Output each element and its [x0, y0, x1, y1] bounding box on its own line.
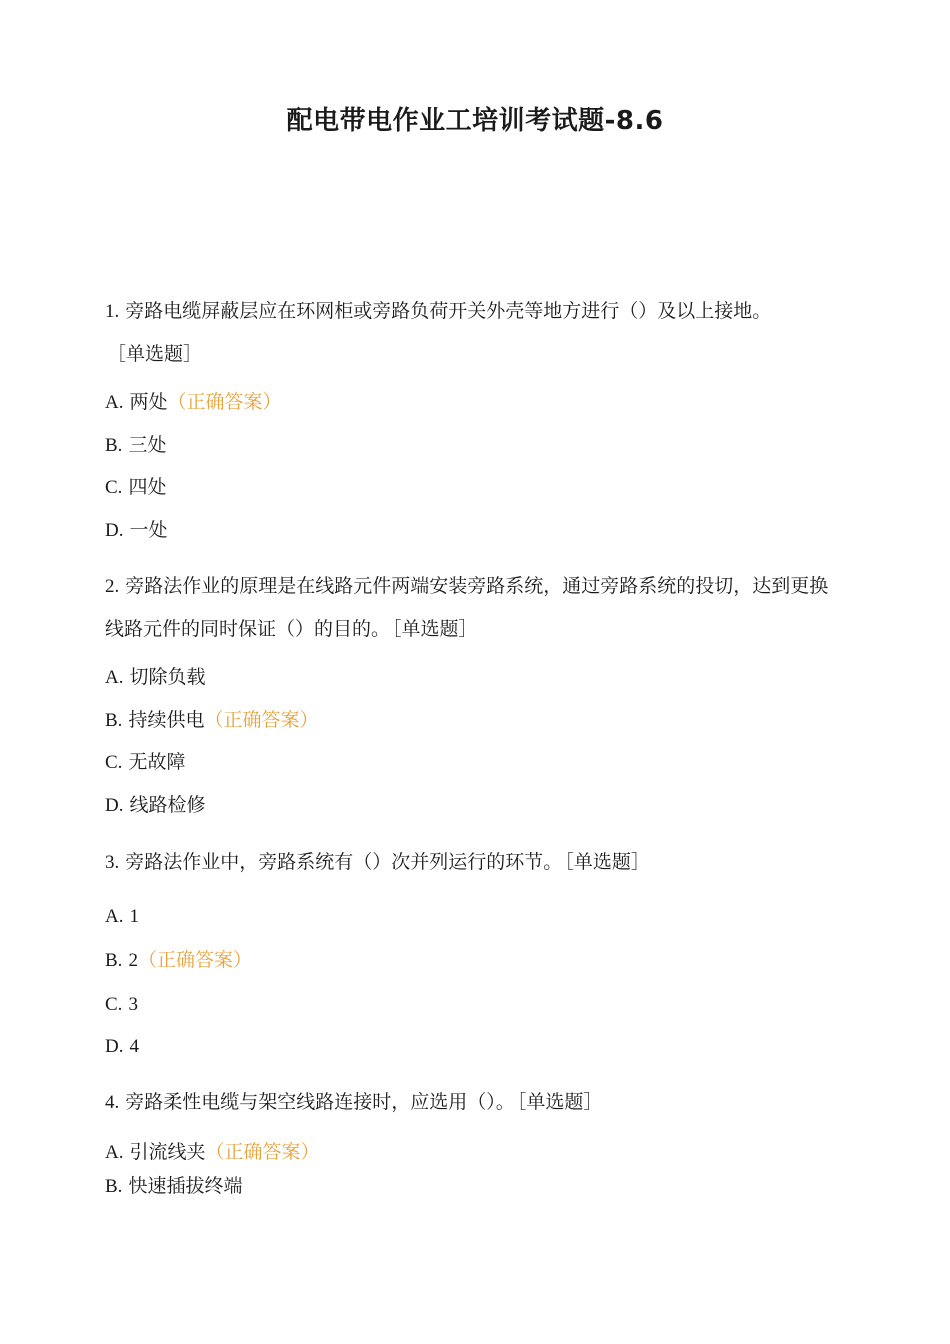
option-letter: B.: [105, 435, 123, 456]
option-text: 1: [129, 906, 140, 927]
question-4: [105, 1081, 835, 1124]
question-1-option-d[interactable]: [105, 516, 168, 545]
question-text: 旁路电缆屏蔽层应在环网柜或旁路负荷开关外壳等地方进行（）及以上接地。: [125, 300, 772, 322]
question-2-option-c[interactable]: [105, 748, 186, 777]
correct-answer-label: （正确答案）: [205, 1141, 320, 1163]
question-2-option-b[interactable]: [105, 706, 319, 735]
question-2-option-a[interactable]: [105, 663, 206, 692]
question-3-option-d[interactable]: [105, 1032, 139, 1061]
correct-answer-label: （正确答案）: [167, 391, 282, 413]
question-3-option-a[interactable]: [105, 902, 139, 931]
option-letter: A.: [105, 667, 124, 688]
question-1-option-b[interactable]: [105, 431, 167, 460]
option-text: 一处: [129, 519, 168, 541]
question-3: [105, 841, 835, 884]
option-letter: B.: [105, 710, 123, 731]
question-type-tag: ［单选题］: [516, 1091, 603, 1113]
question-2-option-d[interactable]: [105, 791, 206, 820]
question-type-tag: ［单选题］: [392, 618, 478, 640]
option-text: 无故障: [128, 751, 186, 773]
option-letter: A.: [105, 392, 124, 413]
question-number: 1.: [105, 301, 120, 322]
question-number: 3.: [105, 852, 120, 873]
question-2: [105, 565, 835, 650]
option-letter: D.: [105, 795, 124, 816]
option-text: 持续供电: [128, 709, 205, 731]
option-text: 切除负载: [129, 666, 206, 688]
option-letter: A.: [105, 906, 124, 927]
question-text: 旁路法作业中，旁路系统有（）次并列运行的环节。: [125, 851, 563, 873]
question-1-option-c[interactable]: [105, 473, 167, 502]
option-text: 线路检修: [129, 794, 206, 816]
question-type-tag: ［单选题］: [107, 343, 203, 365]
question-1-option-a[interactable]: [105, 388, 282, 417]
option-letter: B.: [105, 950, 123, 971]
option-letter: B.: [105, 1176, 123, 1197]
question-number: 4.: [105, 1092, 120, 1113]
option-text: 快速插拔终端: [128, 1175, 243, 1197]
option-text: 四处: [128, 476, 167, 498]
question-1: [105, 290, 835, 375]
page-title: 配电带电作业工培训考试题-8.6: [286, 106, 664, 136]
option-text: 3: [128, 994, 138, 1015]
question-text: 旁路柔性电缆与架空线路连接时，应选用（）。: [125, 1091, 515, 1113]
question-text: 旁路法作业的原理是在线路元件两端安装旁路系统，通过旁路系统的投切，达到更换线路元件的同时保证（）的目的。: [105, 575, 829, 640]
correct-answer-label: （正确答案）: [204, 709, 319, 731]
option-letter: C.: [105, 752, 123, 773]
question-type-tag: ［单选题］: [564, 851, 650, 873]
question-number: 2.: [105, 576, 120, 597]
option-letter: D.: [105, 1036, 124, 1057]
option-letter: C.: [105, 477, 123, 498]
option-letter: C.: [105, 994, 123, 1015]
question-3-option-c[interactable]: [105, 990, 138, 1019]
option-text: 两处: [129, 391, 168, 413]
correct-answer-label: （正确答案）: [137, 949, 252, 971]
option-text: 4: [129, 1036, 140, 1057]
option-text: 2: [128, 950, 138, 971]
question-3-option-b[interactable]: [105, 946, 252, 975]
option-letter: D.: [105, 520, 124, 541]
question-4-option-b[interactable]: [105, 1172, 243, 1201]
option-text: 引流线夹: [129, 1141, 206, 1163]
question-4-option-a[interactable]: [105, 1138, 320, 1167]
option-text: 三处: [128, 434, 167, 456]
option-letter: A.: [105, 1142, 124, 1163]
